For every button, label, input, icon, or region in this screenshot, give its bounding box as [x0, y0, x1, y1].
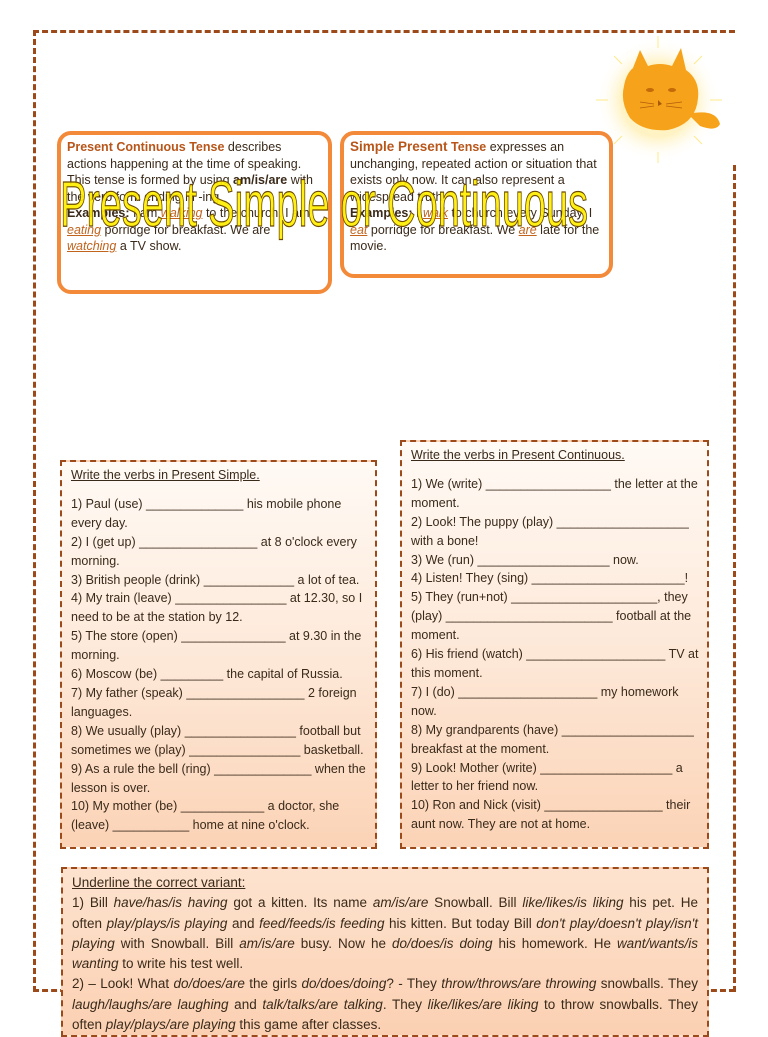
exercise-item: 1) We (write) __________________ the letter at the moment.: [411, 476, 698, 510]
answer-options: play/plays/is playing: [106, 915, 228, 931]
exercise-item: 10) Ron and Nick (visit) _________________ their aunt now. They are not at home.: [411, 798, 691, 832]
answer-options: do/does/is doing: [391, 935, 493, 951]
exercise-item: 2) I (get up) _________________ at 8 o'clock every morning.: [71, 534, 357, 568]
exercise-title: Write the verbs in Present Simple.: [71, 468, 260, 482]
answer-options: throw/throws/are throwing: [441, 976, 597, 992]
sentence-text: to throw snowballs. They often: [72, 996, 699, 1033]
exercise-list: [411, 475, 699, 834]
exercise-underline-variant: [61, 867, 709, 1037]
exercise-item: 9) As a rule the bell (ring) ______________ when the lesson is over.: [71, 761, 366, 795]
answer-options: talk/talks/are talking: [262, 996, 383, 1012]
sentence-text: his kitten. But today Bill: [384, 915, 537, 931]
sentence-text: Snowball. Bill: [428, 895, 523, 911]
exercise-item: 5) They (run+not) _____________________, they (play) ________________________ football at the moment.: [411, 590, 692, 643]
sentence-text: 1) Bill: [72, 895, 114, 911]
answer-options: have/has/is having: [113, 895, 228, 911]
examples-label: Examples:: [67, 206, 130, 220]
term-simple-present: Simple Present: [350, 139, 448, 154]
sentence-text: this game after classes.: [235, 1017, 382, 1033]
answer-options: do/does/are: [173, 976, 245, 992]
answer-options: want/wants/is wanting: [72, 935, 698, 972]
exercise-item: 10) My mother (be) ____________ a doctor, she (leave) ___________ home at nine o'clock.: [71, 799, 340, 833]
exercise-title: Underline the correct variant:: [72, 875, 246, 890]
answer-options: am/is/are: [372, 895, 429, 911]
exercise-item: 8) We usually (play) ________________ football but sometimes we (play) ________________ basketball.: [71, 723, 364, 757]
term-present-continuous: Present Continuous Tense: [67, 140, 225, 154]
sentence-text: with Snowball. Bill: [114, 935, 240, 951]
sentence-text: to write his test well.: [118, 956, 244, 972]
answer-options: like/likes/is liking: [522, 895, 624, 911]
sentence-text: his homework. He: [492, 935, 617, 951]
answer-options: don't play/doesn't play/isn't playing: [72, 915, 698, 951]
present-continuous-definition: Present Continuous Tense describes actions happening at the time of speaking. This tense is formed by using am/is/are with the verb form ending in -ing. Examples: I am walking to the church. I am eating porridge for breakfast. We are watching a TV show.: [57, 131, 332, 294]
answer-options: laugh/laughs/are laughing: [72, 996, 229, 1012]
present-simple-definition: Simple Present Tense expresses an unchanging, repeated action or situation that exists only now. It can also represent a widespread truth. Examples: I walk to church every Sunday. I eat porridge for breakfast. We are late for the movie.: [340, 131, 613, 278]
exercise-paragraph: [72, 893, 698, 974]
answer-options: play/plays/are playing: [105, 1017, 236, 1033]
answer-options: feed/feeds/is feeding: [259, 915, 385, 931]
sentence-text: . They: [382, 996, 428, 1012]
sentence-text: got a kitten. Its name: [227, 895, 373, 911]
sentence-text: busy. Now he: [294, 935, 392, 951]
exercise-item: 6) Moscow (be) _________ the capital of Russia.: [71, 667, 343, 682]
exercise-item: 4) My train (leave) ________________ at 12.30, so I need to be at the station by 12.: [71, 591, 363, 625]
answer-options: do/does/doing: [301, 976, 387, 992]
exercise-item: 4) Listen! They (sing) ______________________!: [411, 571, 689, 586]
sentence-text: his pet. He often: [72, 895, 698, 931]
sentence-text: the girls: [244, 976, 302, 992]
exercise-item: 5) The store (open) _______________ at 9.30 in the morning.: [71, 629, 362, 663]
exercise-item: 7) I (do) ____________________ my homework now.: [411, 684, 679, 718]
exercise-item: 9) Look! Mother (write) ___________________ a letter to her friend now.: [411, 760, 683, 794]
exercise-item: 6) His friend (watch) ____________________ TV at this moment.: [411, 647, 699, 680]
exercise-item: 7) My father (speak) _________________ 2 foreign languages.: [71, 685, 357, 719]
sentence-text: and: [228, 996, 263, 1012]
exercise-item: 3) British people (drink) _____________ a lot of tea.: [71, 572, 360, 587]
answer-options: like/likes/are liking: [427, 996, 539, 1012]
examples-label: Examples:: [350, 206, 413, 220]
title-text: Present Simple or Continuous: [60, 168, 588, 240]
sentence-text: and: [227, 915, 260, 931]
exercise-present-simple: [60, 460, 377, 849]
exercise-item: 8) My grandparents (have) ___________________ breakfast at the moment.: [411, 722, 694, 756]
exercise-present-continuous: [400, 440, 709, 849]
sentence-text: snowballs. They: [596, 976, 698, 992]
exercise-item: 2) Look! The puppy (play) ___________________ with a bone!: [411, 514, 689, 548]
sentence-text: ? - They: [386, 976, 442, 992]
exercise-list: [71, 495, 367, 835]
answer-options: am/is/are: [239, 935, 295, 951]
sentence-text: 2) – Look! What: [72, 976, 174, 992]
exercise-item: 1) Paul (use) ______________ his mobile phone every day.: [71, 496, 342, 530]
page-border-right: [733, 165, 739, 992]
exercise-paragraph: [72, 974, 698, 1035]
exercise-title: Write the verbs in Present Continuous.: [411, 448, 625, 462]
exercise-item: 3) We (run) ___________________ now.: [411, 552, 639, 567]
